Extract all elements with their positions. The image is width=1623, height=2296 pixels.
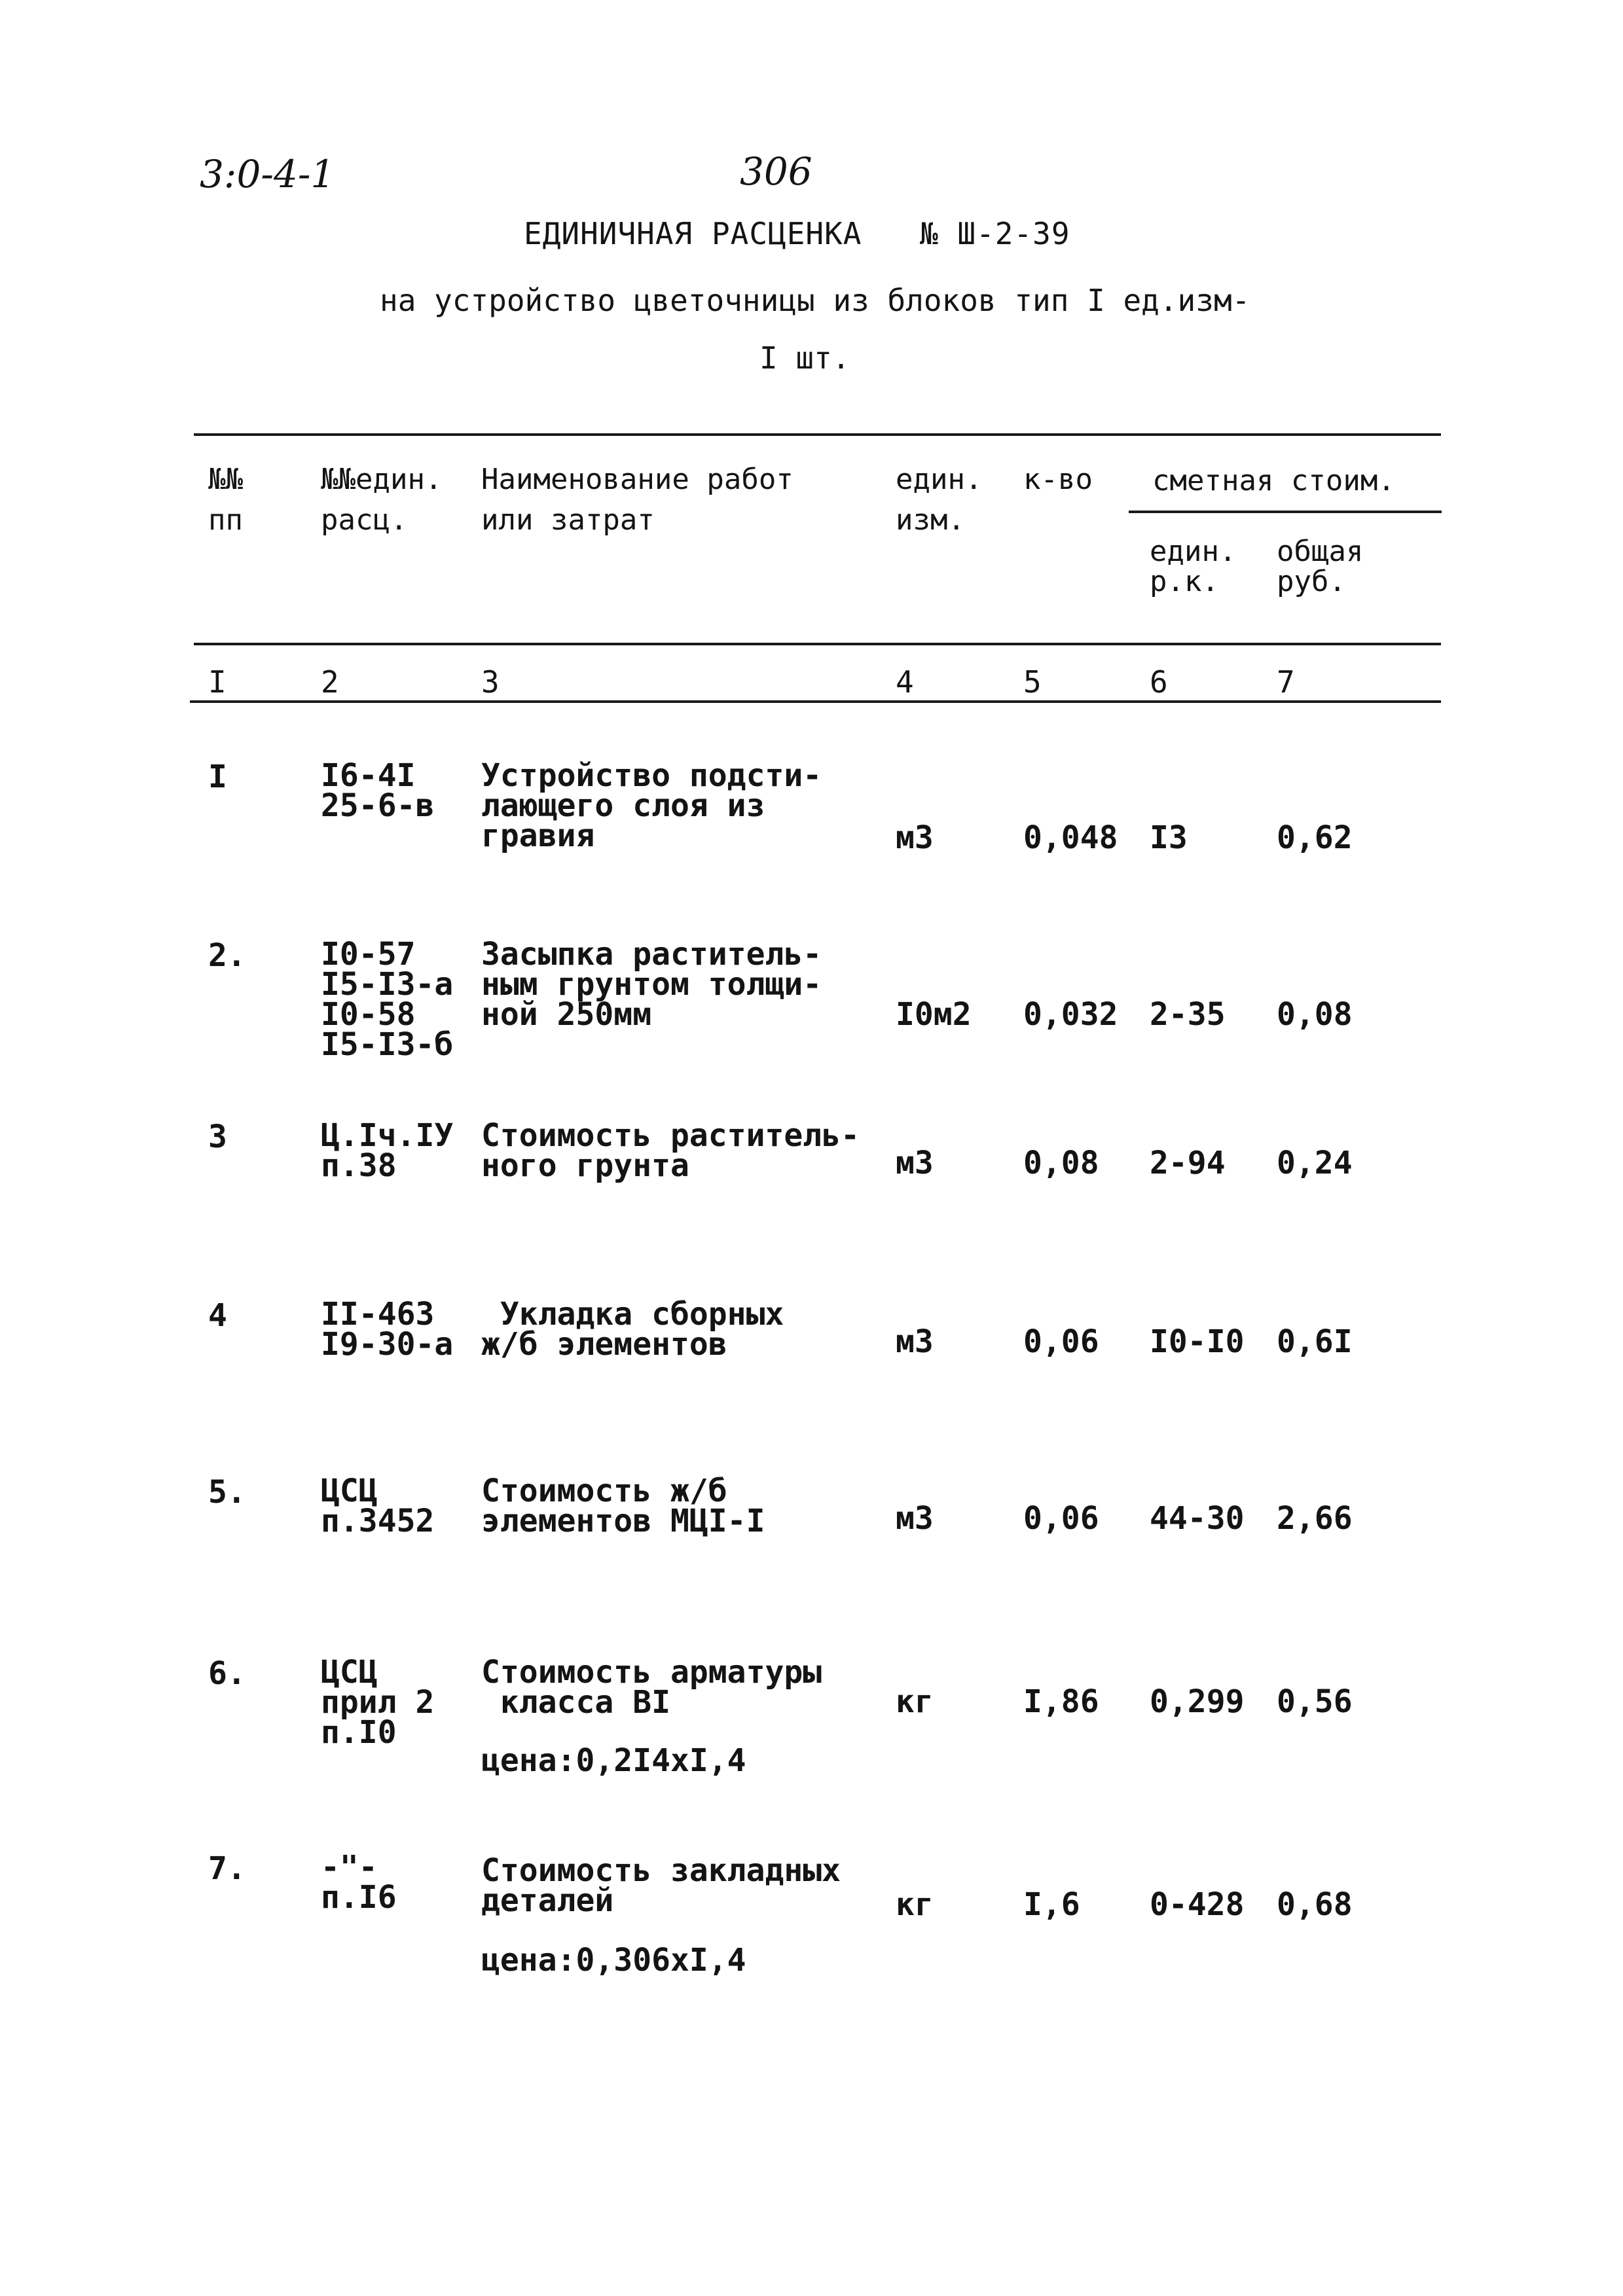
rate-code: I0-57 I5-I3-а I0-58 I5-I3-б xyxy=(321,936,454,1063)
total: 0,68 xyxy=(1277,1886,1353,1923)
row-number: 2. xyxy=(208,937,246,974)
unit-price: 0-428 xyxy=(1150,1886,1245,1923)
column-number: 5 xyxy=(1023,664,1042,700)
page-number: 306 xyxy=(740,149,812,194)
header-row-number: №№ пп xyxy=(208,463,243,537)
total: 0,08 xyxy=(1277,996,1353,1033)
quantity: I,6 xyxy=(1023,1886,1080,1923)
unit-price: 2-94 xyxy=(1150,1145,1226,1181)
work-name: Укладка сборных ж/б элементов xyxy=(481,1296,784,1363)
row-number: 3 xyxy=(208,1119,227,1155)
work-name: Стоимость ж/б элементов МЦI-I xyxy=(481,1473,765,1539)
total: 2,66 xyxy=(1277,1500,1353,1537)
rate-code: ЦСЦ п.3452 xyxy=(321,1473,435,1539)
unit: кг xyxy=(896,1886,934,1923)
total: 0,62 xyxy=(1277,819,1353,856)
column-number: 6 xyxy=(1150,664,1168,700)
work-name: Устройство подсти- лающего слоя из гравия xyxy=(481,757,822,854)
quantity: 0,032 xyxy=(1023,996,1118,1033)
row-number: 5. xyxy=(208,1474,246,1511)
rate-code: II-463 I9-30-а xyxy=(321,1296,454,1363)
unit-price: 44-30 xyxy=(1150,1500,1245,1537)
column-numbers-rule xyxy=(190,700,1441,703)
header-work-name: Наименование работ или затрат xyxy=(481,463,793,537)
header-quantity: к-во xyxy=(1023,463,1093,496)
unit: I0м2 xyxy=(896,996,972,1033)
quantity: 0,048 xyxy=(1023,819,1118,856)
price-formula: цена:0,306хI,4 xyxy=(481,1942,746,1979)
unit: м3 xyxy=(896,1323,934,1360)
unit-price: I3 xyxy=(1150,819,1188,856)
document-title-number: № Ш-2-39 xyxy=(920,216,1070,251)
price-formula: цена:0,2I4хI,4 xyxy=(481,1742,746,1779)
header-unit: един. изм. xyxy=(896,463,983,537)
total: 0,24 xyxy=(1277,1145,1353,1181)
total: 0,56 xyxy=(1277,1683,1353,1720)
unit-price: 2-35 xyxy=(1150,996,1226,1033)
column-number: I xyxy=(208,664,227,700)
document-code: 3:0-4-1 xyxy=(200,152,335,196)
header-rate-number: №№един. расц. xyxy=(321,463,443,537)
unit-price: 0,299 xyxy=(1150,1683,1245,1720)
column-number: 7 xyxy=(1277,664,1295,700)
header-estimated-cost: сметная стоим. xyxy=(1152,464,1395,497)
work-name: Стоимость закладных деталей xyxy=(481,1852,841,1919)
column-number: 3 xyxy=(481,664,500,700)
rate-code: -"- п.I6 xyxy=(321,1849,397,1916)
header-total: общая руб. xyxy=(1277,535,1364,598)
total: 0,6I xyxy=(1277,1323,1353,1360)
unit-price: I0-I0 xyxy=(1150,1323,1245,1360)
row-number: 7. xyxy=(208,1850,246,1887)
rate-code: I6-4I 25-6-в xyxy=(321,757,435,824)
header-unit-price: един. р.к. xyxy=(1150,535,1237,598)
work-name: Стоимость арматуры класса ВI xyxy=(481,1654,822,1721)
unit: м3 xyxy=(896,1500,934,1537)
row-number: 4 xyxy=(208,1297,227,1334)
column-number: 2 xyxy=(321,664,339,700)
row-number: I xyxy=(208,759,227,795)
quantity: 0,08 xyxy=(1023,1145,1099,1181)
quantity: I,86 xyxy=(1023,1683,1099,1720)
work-name: Стоимость раститель- ного грунта xyxy=(481,1117,860,1184)
measurement-unit: I шт. xyxy=(759,340,850,376)
cost-group-rule xyxy=(1129,511,1442,513)
document-subtitle: на устройство цветочницы из блоков тип I ед.изм- xyxy=(380,283,1250,318)
rate-code: Ц.Iч.IУ п.38 xyxy=(321,1117,454,1184)
quantity: 0,06 xyxy=(1023,1500,1099,1537)
column-number: 4 xyxy=(896,664,914,700)
unit: м3 xyxy=(896,819,934,856)
rate-code: ЦСЦ прил 2 п.I0 xyxy=(321,1654,435,1751)
unit: м3 xyxy=(896,1145,934,1181)
row-number: 6. xyxy=(208,1655,246,1692)
table-top-rule xyxy=(194,433,1441,436)
header-bottom-rule xyxy=(194,643,1441,645)
work-name: Засыпка раститель- ным грунтом толщи- ной 250мм xyxy=(481,936,822,1033)
unit: кг xyxy=(896,1683,934,1720)
document-title: ЕДИНИЧНАЯ РАСЦЕНКА xyxy=(524,216,862,251)
quantity: 0,06 xyxy=(1023,1323,1099,1360)
